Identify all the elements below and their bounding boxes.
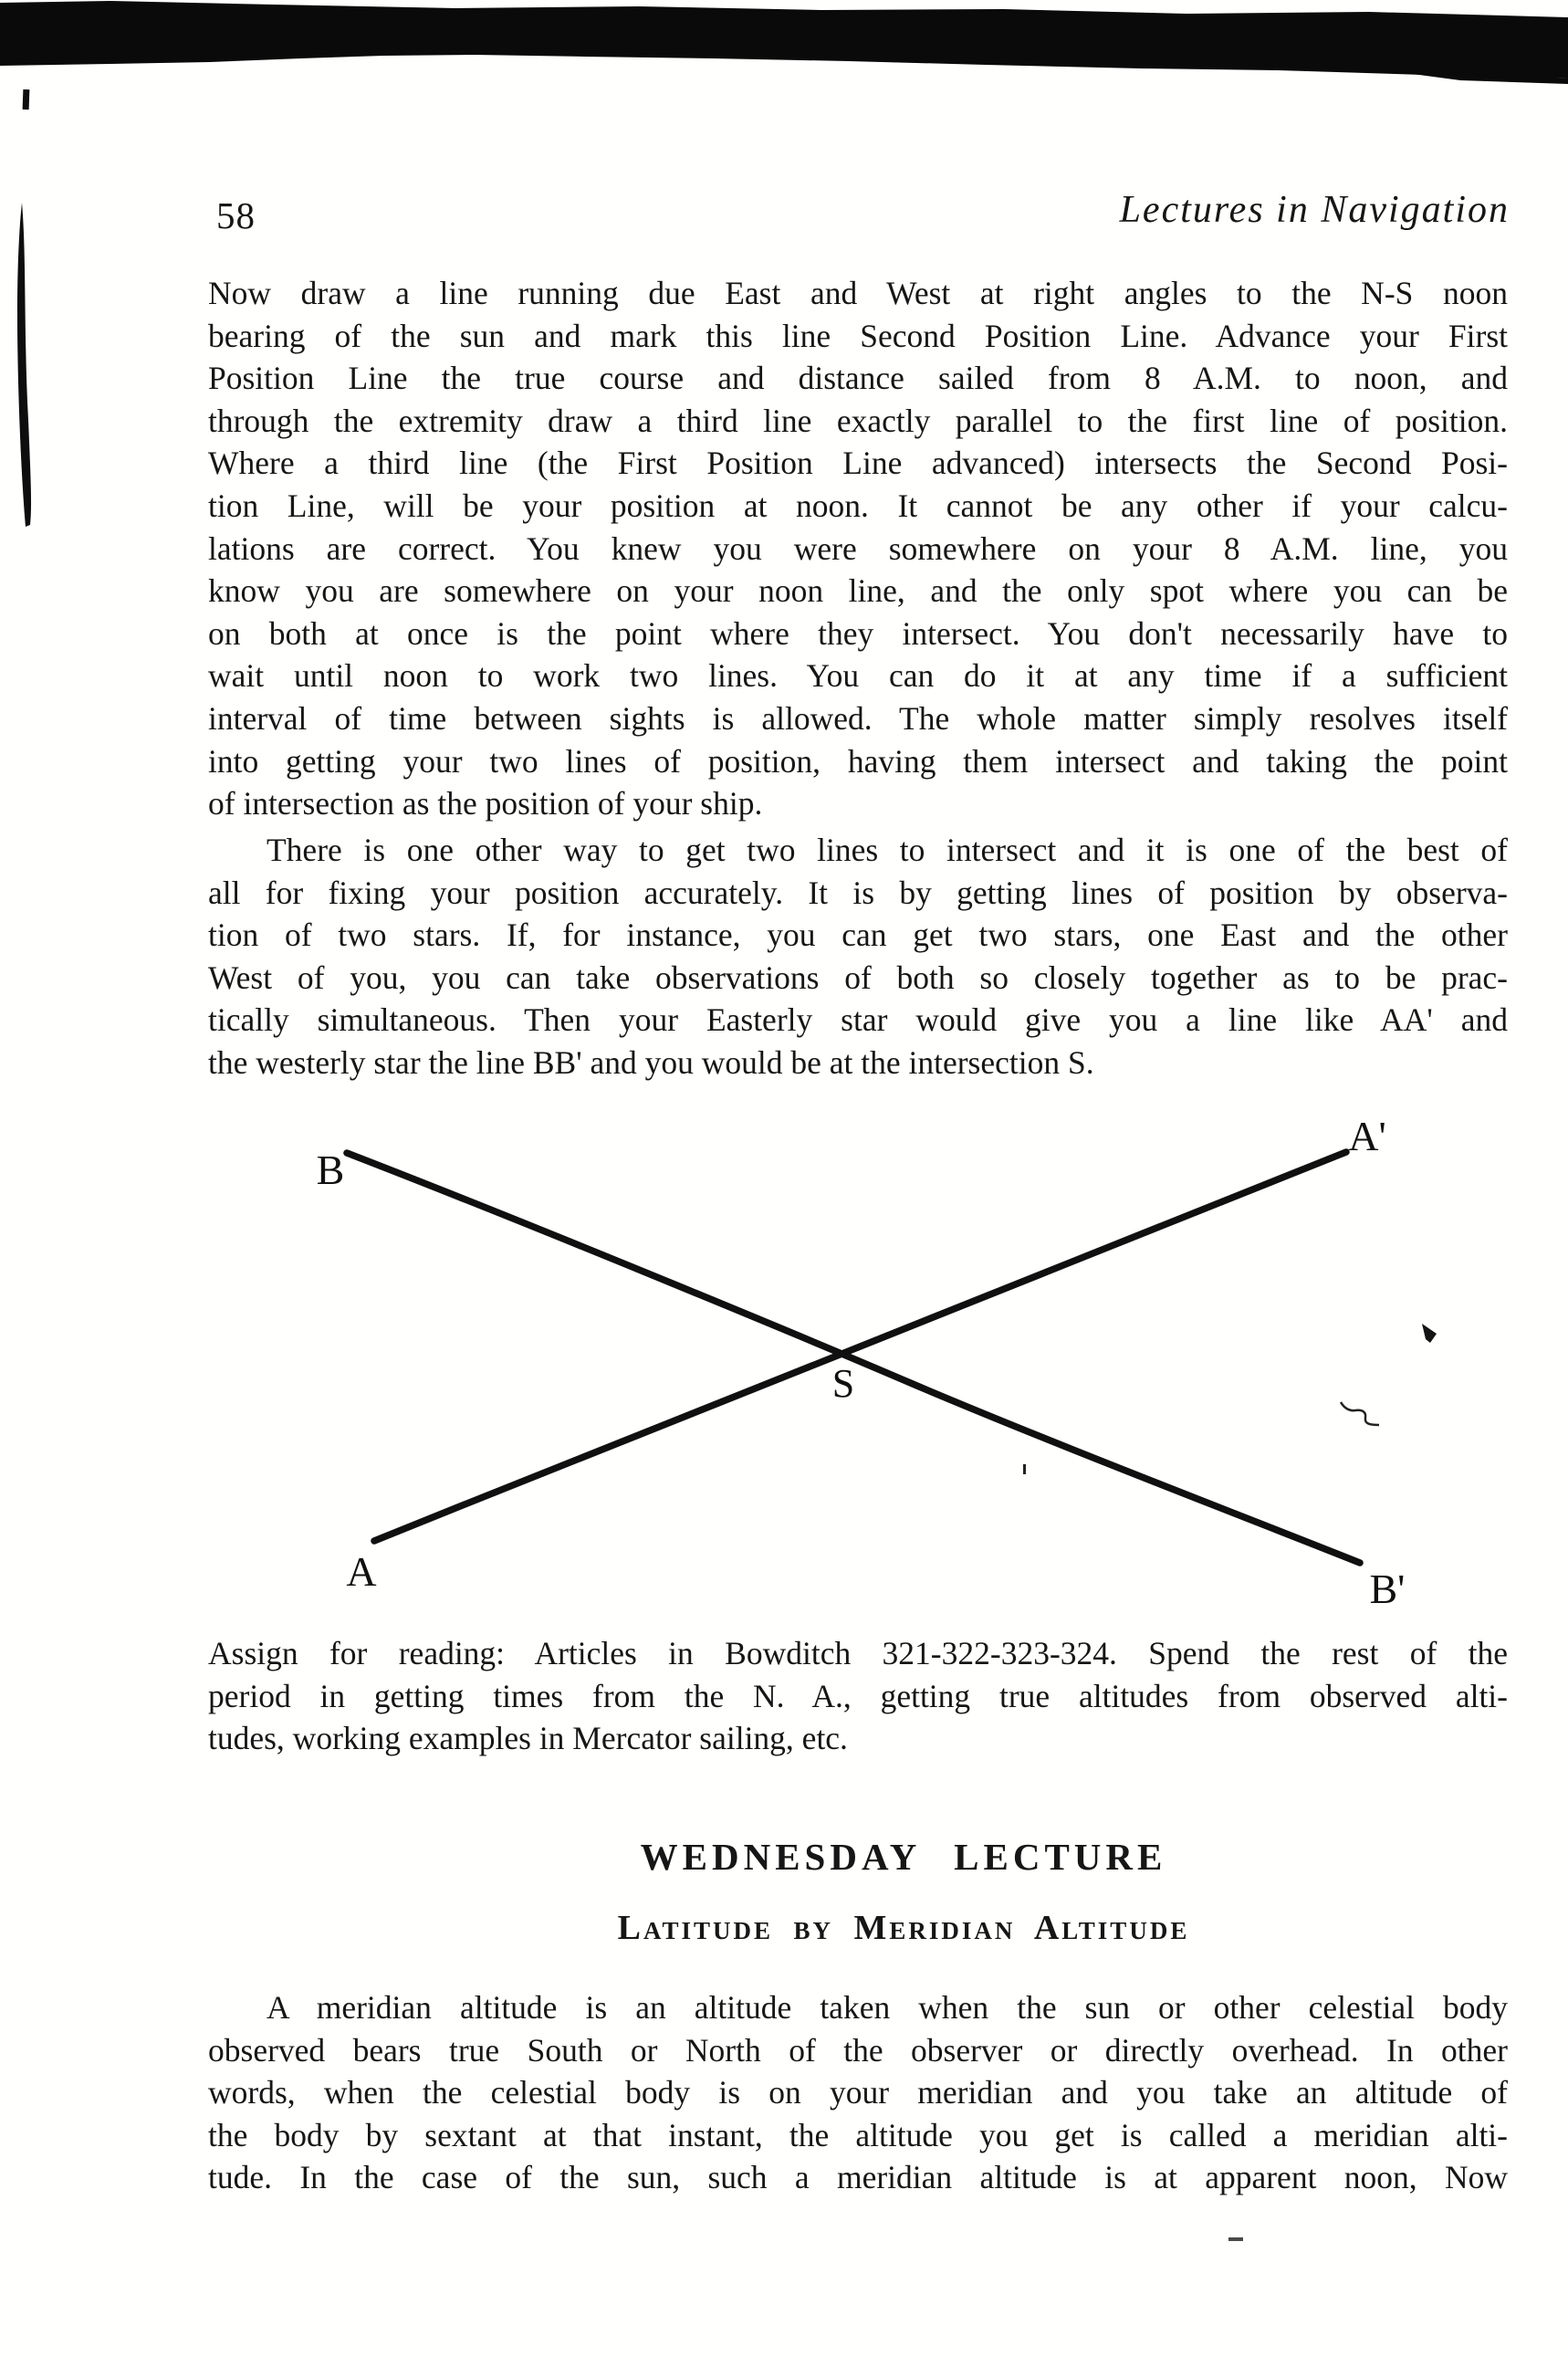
text-line: on both at once is the point where they intersect. You don't necessarily have to xyxy=(208,614,1508,652)
diagram-label-b: B xyxy=(316,1147,345,1193)
lecture-heading: WEDNESDAY LECTURE xyxy=(640,1836,1167,1878)
text-line: interval of time between sights is allowed. The whole matter simply resolves itself xyxy=(208,699,1508,737)
text-line: words, when the celestial body is on your meridian and you take an altitude of xyxy=(208,2074,1508,2111)
text-line: period in getting times from the N. A., getting true altitudes from observed alti- xyxy=(208,1677,1508,1714)
diagram-label-a-prime: A' xyxy=(1348,1113,1386,1159)
text-line: tudes, working examples in Mercator sailing, etc. xyxy=(208,1720,848,1757)
text-line: tion Line, will be your position at noon. It cannot be any other if your calcu- xyxy=(208,487,1508,524)
paragraph-meridian-altitude xyxy=(208,1986,1508,2199)
text-line: wait until noon to work two lines. You can do it at any time if a sufficient xyxy=(208,657,1508,695)
position-lines-diagram xyxy=(0,1095,1568,1625)
paragraph-two-stars xyxy=(208,829,1508,1084)
scan-band-top xyxy=(0,0,1568,91)
text-line: all for fixing your position accurately. It is by getting lines of position by observa- xyxy=(208,874,1508,911)
scan-speck-tick xyxy=(1023,1464,1026,1474)
scan-speck-dash xyxy=(1228,2237,1243,2241)
text-line: tically simultaneous. Then your Easterly star would give you a line like AA' and xyxy=(208,1001,1508,1039)
text-line: into getting your two lines of position, having them intersect and taking the point xyxy=(208,742,1508,780)
diagram-line-aa xyxy=(374,1152,1346,1541)
text-line: Position Line the true course and distance sailed from 8 A.M. to noon, and xyxy=(208,360,1508,397)
text-line: tude. In the case of the sun, such a meridian altitude is at apparent noon, Now xyxy=(208,2159,1508,2196)
text-line: lations are correct. You knew you were somewhere on your 8 A.M. line, you xyxy=(208,529,1508,567)
text-line: the westerly star the line BB' and you would be at the intersection S. xyxy=(208,1043,1094,1081)
text-line: Where a third line (the First Position Line advanced) intersects the Second Posi- xyxy=(208,445,1508,482)
running-head: Lectures in Navigation xyxy=(1119,189,1510,231)
text-line: know you are somewhere on your noon line, and the only spot where you can be xyxy=(208,572,1508,610)
paragraph-assignment xyxy=(208,1632,1508,1760)
text-line: A meridian altitude is an altitude taken when the sun or other celestial body xyxy=(267,1989,1508,2026)
diagram-label-s: S xyxy=(831,1361,855,1406)
text-line: bearing of the sun and mark this line Second Position Line. Advance your First xyxy=(208,317,1508,354)
text-line: observed bears true South or North of the observer or directly overhead. In other xyxy=(208,2031,1508,2069)
text-line: There is one other way to get two lines to intersect and it is one of the best of xyxy=(267,832,1508,868)
text-line: tion of two stars. If, for instance, you can get two stars, one East and the other xyxy=(208,917,1508,954)
page-number: 58 xyxy=(216,194,256,236)
text-line: Now draw a line running due East and West at right angles to the N-S noon xyxy=(208,275,1508,311)
diagram-label-a: A xyxy=(346,1548,377,1595)
scan-speck-comma xyxy=(1422,1324,1437,1343)
text-line: the body by sextant at that instant, the altitude you get is called a meridian alti- xyxy=(208,2116,1508,2153)
scan-artifact-left-margin xyxy=(0,82,64,630)
scan-speck-squiggle xyxy=(1341,1402,1379,1425)
text-line: West of you, you can take observations of both so closely together as to be prac- xyxy=(208,959,1508,996)
text-line: through the extremity draw a third line exactly parallel to the first line of position. xyxy=(208,402,1508,439)
diagram-label-b-prime: B' xyxy=(1369,1566,1406,1612)
text-line: of intersection as the position of your ship. xyxy=(208,785,763,822)
topic-subheading: Latitude by Meridian Altitude xyxy=(617,1909,1190,1947)
paragraph-position-lines xyxy=(208,272,1508,825)
text-line: Assign for reading: Articles in Bowditch 321-322-323-324. Spend the rest of the xyxy=(208,1635,1508,1671)
diagram-line-bb xyxy=(347,1153,1360,1563)
